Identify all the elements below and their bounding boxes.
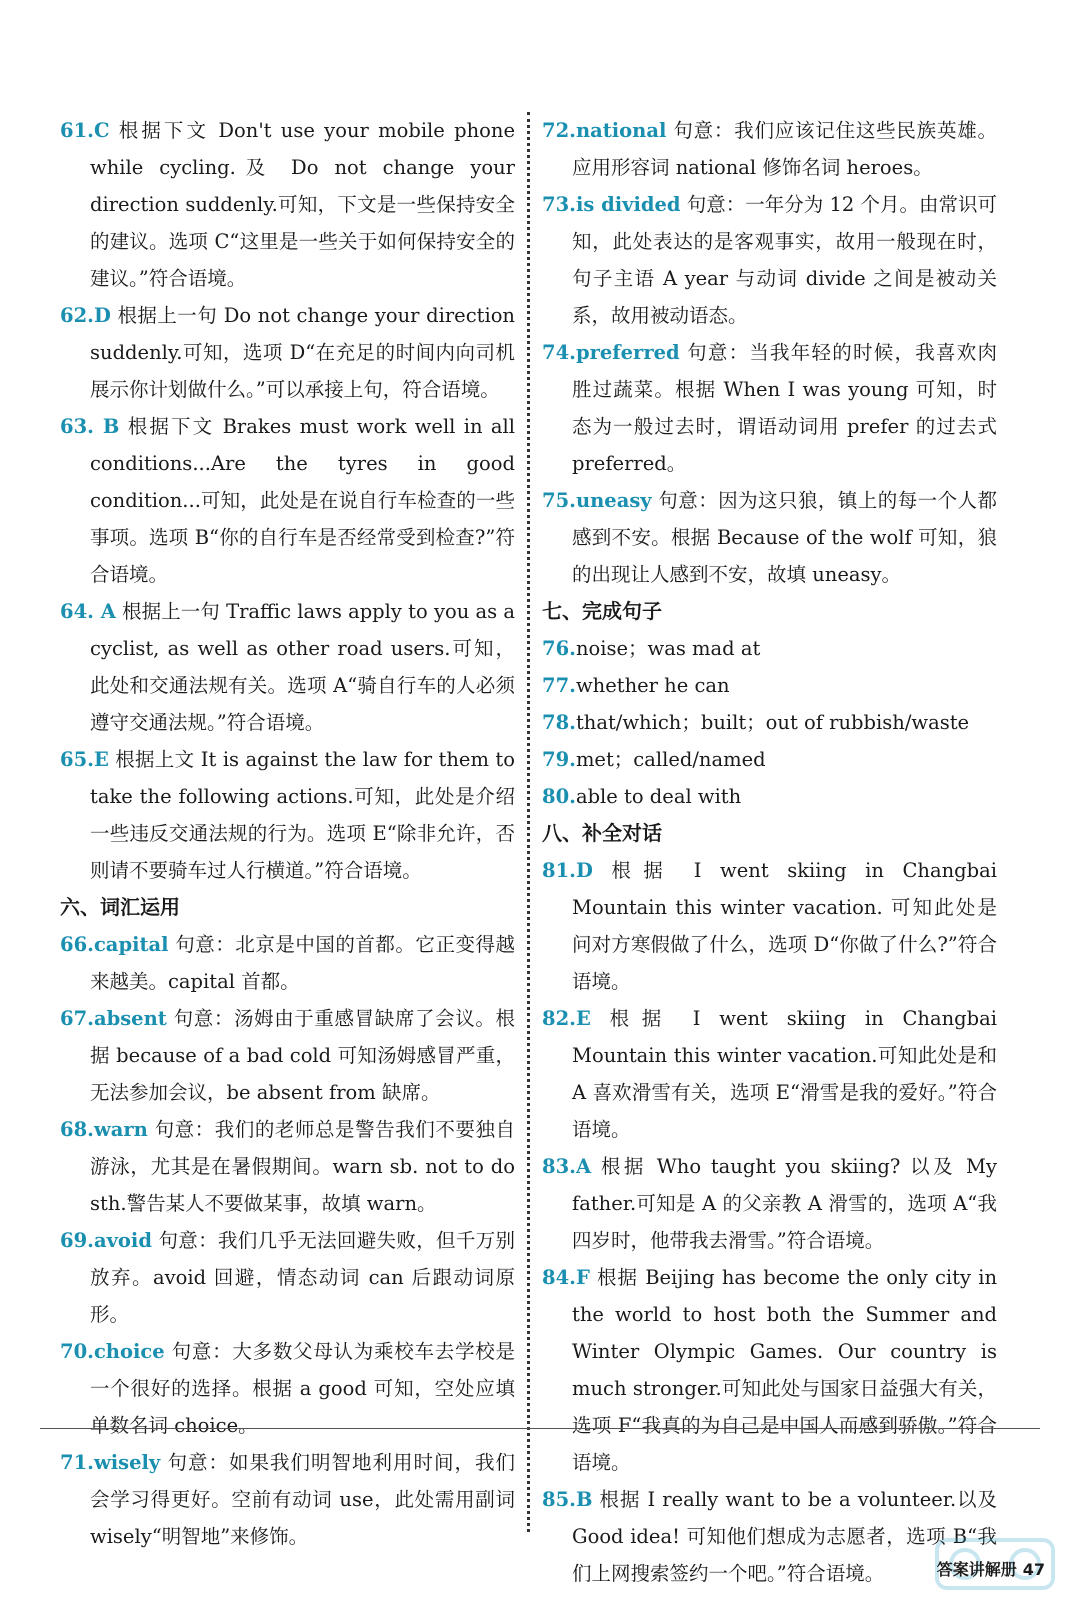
answer-key: choice (93, 1340, 165, 1363)
answer-item (60, 408, 515, 593)
answer-item (542, 186, 997, 334)
question-number: 65. (60, 748, 94, 771)
explanation-text: 句意：北京是中国的首都。它正变得越来越美。capital 首都。 (90, 933, 515, 993)
explanation-text: whether he can (575, 674, 730, 697)
left-column (60, 112, 515, 1555)
footer-label: 答案讲解册 (936, 1560, 1017, 1579)
answer-item (60, 112, 515, 297)
answer-key: E (93, 748, 109, 771)
page-footer (937, 1557, 1045, 1580)
explanation-text: 根据上文 It is against the law for them to take the following actions.可知，此处是介绍一些违反交通法规的行为。选项 E“除非允许，否则请不要骑车过人行横道。”符合语境。 (90, 748, 515, 882)
answer-item (60, 297, 515, 408)
section-heading: 六、词汇运用 (60, 895, 180, 919)
answer-item (542, 778, 997, 815)
answer-key: warn (93, 1118, 148, 1141)
answer-item (60, 1444, 515, 1555)
answer-item (542, 704, 997, 741)
explanation-text: 句意：汤姆由于重感冒缺席了会议。根据 because of a bad cold 可知汤姆感冒严重，无法参加会议，be absent from 缺席。 (90, 1007, 515, 1104)
explanation-text: 根据 I went skiing in Changbai Mountain this winter vacation.可知此处是和 A 喜欢滑雪有关，选项 E“滑雪是我的爱好。”符合语境。 (572, 1007, 997, 1141)
section-heading: 七、完成句子 (542, 599, 662, 623)
explanation-text: 句意：如果我们明智地利用时间，我们会学习得更好。空前有动词 use，此处需用副词 wisely“明智地”来修饰。 (90, 1451, 515, 1548)
explanation-text: 句意：当我年轻的时候，我喜欢肉胜过蔬菜。根据 When I was young 可知，时态为一般过去时，谓语动词用 prefer 的过去式 preferred。 (572, 341, 997, 475)
question-number: 69. (60, 1229, 94, 1252)
answer-key: D (575, 859, 593, 882)
answer-key: preferred (575, 341, 680, 364)
answer-key: E (575, 1007, 591, 1030)
question-number: 67. (60, 1007, 94, 1030)
answer-key: wisely (93, 1451, 161, 1474)
explanation-text: noise；was mad at (575, 637, 761, 660)
answer-item (60, 593, 515, 741)
answer-key: F (575, 1266, 590, 1289)
question-number: 78. (542, 711, 576, 734)
answer-item (60, 1222, 515, 1333)
question-number: 84. (542, 1266, 576, 1289)
question-number: 85. (542, 1488, 576, 1511)
horizontal-rule (40, 1428, 1040, 1429)
explanation-text: met；called/named (575, 748, 766, 771)
answer-key: absent (93, 1007, 167, 1030)
answer-item (542, 667, 997, 704)
explanation-text: 句意：大多数父母认为乘校车去学校是一个很好的选择。根据 a good 可知，空处应填单数名词 choice。 (90, 1340, 515, 1437)
answer-key: B (93, 415, 120, 438)
question-number: 71. (60, 1451, 94, 1474)
explanation-text: 根据下文 Don't use your mobile phone while cycling.及 Do not change your direction suddenly.可知，下文是一些保持安全的建议。选项 C“这里是一些关于如何保持安全的建议。”符合语境。 (90, 119, 515, 290)
answer-item (542, 1259, 997, 1481)
question-number: 76. (542, 637, 576, 660)
explanation-text: that/which；built；out of rubbish/waste (575, 711, 970, 734)
answer-item (542, 482, 997, 593)
explanation-text: 句意：我们应该记住这些民族英雄。应用形容词 national 修饰名词 heroes。 (572, 119, 997, 179)
question-number: 77. (542, 674, 576, 697)
explanation-text: 根据下文 Brakes must work well in all conditions...Are the tyres in good condition...可知，此处是在说自行车检查的一些事项。选项 B“你的自行车是否经常受到检查?”符合语境。 (90, 415, 515, 586)
answer-key: uneasy (575, 489, 652, 512)
answer-key: national (575, 119, 667, 142)
column-divider (527, 112, 530, 1532)
question-number: 72. (542, 119, 576, 142)
answer-item (542, 1148, 997, 1259)
answer-item (542, 630, 997, 667)
explanation-text: 根据上一句 Do not change your direction suddenly.可知，选项 D“在充足的时间内向司机展示你计划做什么。”可以承接上句，符合语境。 (90, 304, 515, 401)
explanation-text: 根据 Beijing has become the only city in the world to host both the Summer and Winter Olympic Games. Our country is much stronger.可知此处与国家日益强大有关，选项 F“我真的为自己是中国人而感到骄傲。”符合语境。 (572, 1266, 997, 1474)
question-number: 63. (60, 415, 94, 438)
answer-key: A (575, 1155, 592, 1178)
page-number: 47 (1022, 1560, 1045, 1579)
question-number: 75. (542, 489, 576, 512)
answer-key: is divided (575, 193, 681, 216)
answer-item (542, 852, 997, 1000)
answer-key: B (575, 1488, 593, 1511)
explanation-text: able to deal with (575, 785, 742, 808)
section-heading: 八、补全对话 (542, 821, 662, 845)
answer-key: avoid (93, 1229, 152, 1252)
answer-key: C (93, 119, 110, 142)
question-number: 74. (542, 341, 576, 364)
explanation-text: 句意：我们的老师总是警告我们不要独自游泳，尤其是在暑假期间。warn sb. not to do sth.警告某人不要做某事，故填 warn。 (90, 1118, 515, 1215)
answer-item (60, 926, 515, 1000)
answer-item (60, 741, 515, 889)
question-number: 66. (60, 933, 94, 956)
answer-item (542, 334, 997, 482)
question-number: 62. (60, 304, 94, 327)
answer-item (60, 1111, 515, 1222)
right-column (542, 112, 997, 1592)
answer-item (542, 112, 997, 186)
answer-item (542, 1481, 997, 1592)
question-number: 73. (542, 193, 576, 216)
explanation-text: 根据 I went skiing in Changbai Mountain this winter vacation. 可知此处是问对方寒假做了什么，选项 D“你做了什么?”符合语境。 (572, 859, 997, 993)
answer-item (60, 1000, 515, 1111)
explanation-text: 根据上一句 Traffic laws apply to you as a cyclist, as well as other road users.可知，此处和交通法规有关。选项 A“骑自行车的人必须遵守交通法规。”符合语境。 (90, 600, 516, 734)
question-number: 83. (542, 1155, 576, 1178)
question-number: 70. (60, 1340, 94, 1363)
answer-key: D (93, 304, 111, 327)
question-number: 68. (60, 1118, 94, 1141)
answer-key: capital (93, 933, 169, 956)
question-number: 80. (542, 785, 576, 808)
explanation-text: 根据 Who taught you skiing? 以及 My father.可知是 A 的父亲教 A 滑雪的，选项 A“我四岁时，他带我去滑雪。”符合语境。 (572, 1155, 997, 1252)
explanation-text: 句意：一年分为 12 个月。由常识可知，此处表达的是客观事实，故用一般现在时，句子主语 A year 与动词 divide 之间是被动关系，故用被动语态。 (572, 193, 997, 327)
answer-item (542, 1000, 997, 1148)
question-number: 82. (542, 1007, 576, 1030)
explanation-text: 句意：我们几乎无法回避失败，但千万别放弃。avoid 回避，情态动词 can 后跟动词原形。 (90, 1229, 515, 1326)
answer-key: A (93, 600, 116, 623)
answer-item (542, 741, 997, 778)
question-number: 61. (60, 119, 94, 142)
question-number: 79. (542, 748, 576, 771)
explanation-text: 根据 I really want to be a volunteer.以及 Good idea! 可知他们想成为志愿者，选项 B“我们上网搜索签约一个吧。”符合语境。 (572, 1488, 997, 1585)
question-number: 81. (542, 859, 576, 882)
explanation-text: 句意：因为这只狼，镇上的每一个人都感到不安。根据 Because of the wolf 可知，狼的出现让人感到不安，故填 uneasy。 (572, 489, 997, 586)
question-number: 64. (60, 600, 94, 623)
